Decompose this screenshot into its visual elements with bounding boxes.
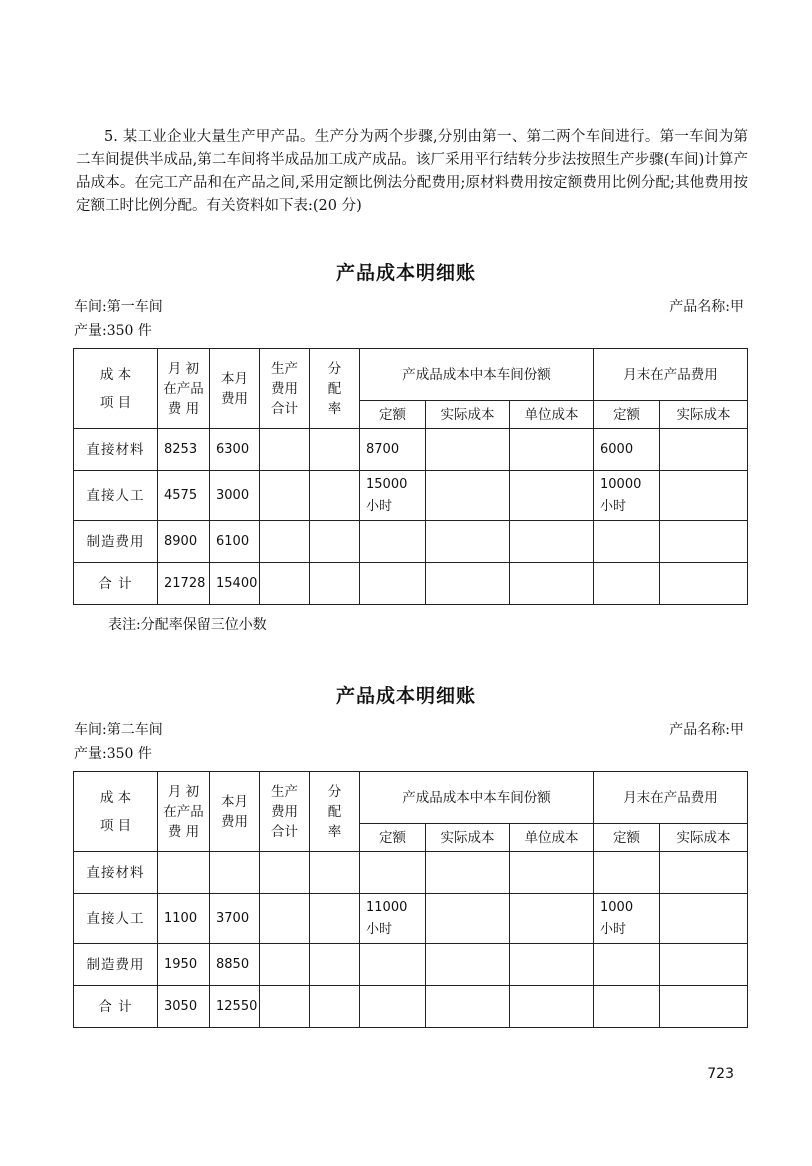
- header-wip-quota: 定额: [594, 824, 660, 852]
- ledger1-output: 产量:350 件: [74, 323, 152, 339]
- table-row: 直接材料 8253 6300 8700 6000: [74, 429, 748, 471]
- header-ending-wip: 月末在产品费用: [594, 772, 748, 824]
- table-row: 制造费用 1950 8850: [74, 944, 748, 986]
- ledger1-table: [73, 348, 748, 605]
- header-total-cost: 生产 费用 合计: [260, 349, 310, 429]
- table-row: 合 计 3050 12550: [74, 986, 748, 1028]
- header-allocation-rate: 分 配 率: [310, 772, 360, 852]
- problem-statement: 5. 某工业企业大量生产甲产品。生产分为两个步骤,分别由第一、第二两个车间进行。第一车间为第二车间提供半成品,第二车间将半成品加工成产成品。该厂采用平行结转分步法按照生产步骤(车间)计算产品成本。在完工产品和在产品之间,采用定额比例法分配费用;原材料费用按定额费用比例分配;其他费用按定额工时比例分配。有关资料如下表:(20 分): [76, 129, 748, 214]
- row-label: 直接人工: [74, 471, 158, 521]
- header-fin-quota: 定额: [360, 824, 426, 852]
- header-finished-goods-share: 产成品成本中本车间份额: [360, 772, 594, 824]
- header-total-cost: 生产 费用 合计: [260, 772, 310, 852]
- header-wip-actual: 实际成本: [660, 401, 748, 429]
- ledger2-product: 产品名称:甲: [669, 722, 744, 738]
- table-row: 直接人工 1100 3700 11000 小时 1000 小时: [74, 894, 748, 944]
- row-label: 合 计: [74, 563, 158, 605]
- header-cost-item: 成 本 项 目: [74, 772, 158, 852]
- page-number: 723: [707, 1066, 734, 1082]
- ledger2-workshop: 车间:第二车间: [74, 722, 163, 738]
- row-label: 制造费用: [74, 944, 158, 986]
- ledger1-workshop: 车间:第一车间: [74, 299, 163, 315]
- header-fin-unit: 单位成本: [510, 824, 594, 852]
- row-label: 制造费用: [74, 521, 158, 563]
- header-fin-quota: 定额: [360, 401, 426, 429]
- table-row: 制造费用 8900 6100: [74, 521, 748, 563]
- header-fin-actual: 实际成本: [426, 824, 510, 852]
- header-opening-wip: 月 初 在产品 费 用: [158, 349, 210, 429]
- table-row: 直接人工 4575 3000 15000 小时 10000 小时: [74, 471, 748, 521]
- table-row: 合 计 21728 15400: [74, 563, 748, 605]
- ledger1-title: 产品成本明细账: [335, 262, 476, 284]
- table-row: [74, 852, 748, 894]
- header-current-cost: 本月 费用: [210, 772, 260, 852]
- ledger1-product: 产品名称:甲: [669, 299, 744, 315]
- header-ending-wip: 月末在产品费用: [594, 349, 748, 401]
- header-cost-item: 成 本 项 目: [74, 349, 158, 429]
- header-finished-goods-share: 产成品成本中本车间份额: [360, 349, 594, 401]
- header-wip-quota: 定额: [594, 401, 660, 429]
- ledger2-table: [73, 771, 748, 1028]
- header-current-cost: 本月 费用: [210, 349, 260, 429]
- header-allocation-rate: 分 配 率: [310, 349, 360, 429]
- header-fin-unit: 单位成本: [510, 401, 594, 429]
- header-fin-actual: 实际成本: [426, 401, 510, 429]
- ledger2-title: 产品成本明细账: [335, 685, 476, 707]
- row-label: 直接材料: [74, 429, 158, 471]
- ledger1-note: 表注:分配率保留三位小数: [108, 617, 267, 633]
- header-wip-actual: 实际成本: [660, 824, 748, 852]
- row-label: 合 计: [74, 986, 158, 1028]
- header-opening-wip: 月 初 在产品 费 用: [158, 772, 210, 852]
- row-label: 直接材料: [74, 852, 158, 894]
- row-label: 直接人工: [74, 894, 158, 944]
- ledger2-output: 产量:350 件: [74, 746, 152, 762]
